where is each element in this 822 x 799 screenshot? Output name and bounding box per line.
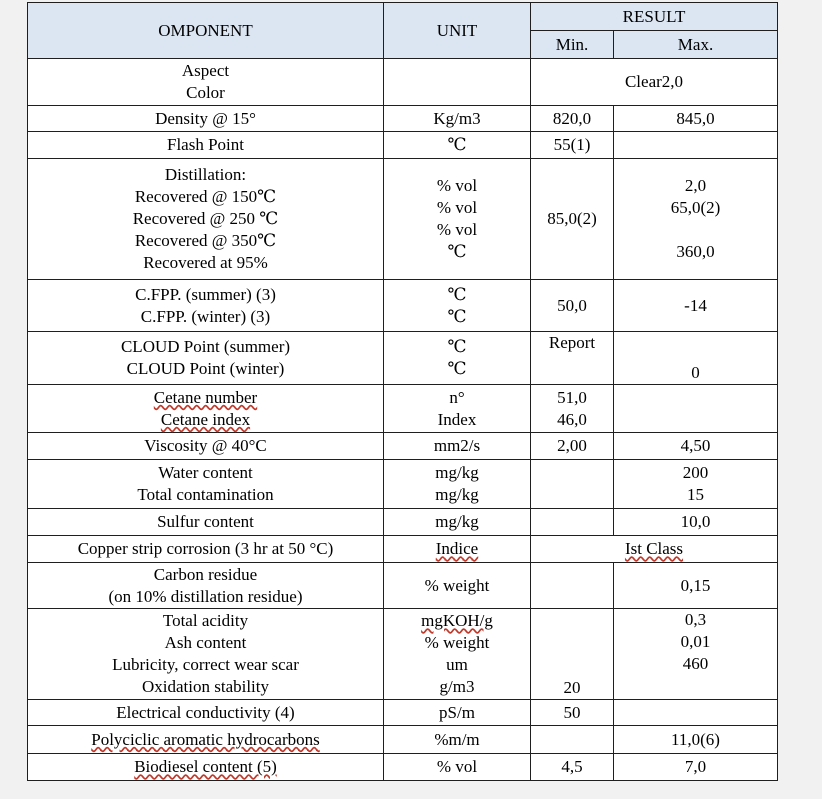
unit-cell: mm2/s [384, 433, 531, 460]
table-row [28, 385, 778, 433]
min-cell: 50 [531, 700, 614, 726]
component-cell: Distillation: Recovered @ 150℃ Recovered @ 250 ℃ Recovered @ 350℃ Recovered at 95% [28, 159, 384, 280]
min-cell: 55(1) [531, 132, 614, 159]
min-cell: 820,0 [531, 106, 614, 132]
max-header: Max. [614, 31, 778, 59]
unit-cell: Indice [384, 536, 531, 563]
max-cell: 4,50 [614, 433, 778, 460]
min-cell: Report [531, 332, 614, 385]
unit-cell: % vol % vol % vol ℃ [384, 159, 531, 280]
min-cell [531, 563, 614, 609]
component-cell: CLOUD Point (summer) CLOUD Point (winter) [28, 332, 384, 385]
min-cell: 20 [531, 609, 614, 700]
min-cell: 50,0 [531, 280, 614, 332]
table-row [28, 509, 778, 536]
unit-cell: Kg/m3 [384, 106, 531, 132]
unit-cell: ℃ ℃ [384, 332, 531, 385]
component-cell: Carbon residue (on 10% distillation residue) [28, 563, 384, 609]
unit-header: UNIT [384, 3, 531, 59]
component-cell: Sulfur content [28, 509, 384, 536]
min-cell [531, 509, 614, 536]
table-row [28, 332, 778, 385]
result-cell: Ist Class [531, 536, 778, 563]
header-row [28, 3, 778, 31]
unit-cell: mgKOH/g % weight um g/m3 [384, 609, 531, 700]
component-cell: Cetane number Cetane index [28, 385, 384, 433]
max-cell: 0 [614, 332, 778, 385]
min-cell: 2,00 [531, 433, 614, 460]
component-cell: Polyciclic aromatic hydrocarbons [28, 726, 384, 754]
table-row [28, 59, 778, 106]
unit-cell: % vol [384, 754, 531, 781]
table-row [28, 726, 778, 754]
max-cell [614, 700, 778, 726]
result-header: RESULT [531, 3, 778, 31]
max-cell: 7,0 [614, 754, 778, 781]
unit-cell: ℃ [384, 132, 531, 159]
table-row [28, 536, 778, 563]
component-cell: C.FPP. (summer) (3) C.FPP. (winter) (3) [28, 280, 384, 332]
max-cell: 2,0 65,0(2) 360,0 [614, 159, 778, 280]
unit-cell: mg/kg mg/kg [384, 460, 531, 509]
specification-table [27, 2, 778, 781]
table-row [28, 280, 778, 332]
min-cell: 85,0(2) [531, 159, 614, 280]
component-cell: Biodiesel content (5) [28, 754, 384, 781]
max-cell: 11,0(6) [614, 726, 778, 754]
unit-cell: pS/m [384, 700, 531, 726]
component-cell: Total acidity Ash content Lubricity, correct wear scar Oxidation stability [28, 609, 384, 700]
min-header: Min. [531, 31, 614, 59]
unit-cell: mg/kg [384, 509, 531, 536]
table-row [28, 700, 778, 726]
table-row [28, 609, 778, 700]
min-cell: 4,5 [531, 754, 614, 781]
component-cell: Electrical conductivity (4) [28, 700, 384, 726]
unit-cell: %m/m [384, 726, 531, 754]
min-cell [531, 726, 614, 754]
min-cell [531, 460, 614, 509]
table-row [28, 159, 778, 280]
min-cell: 51,0 46,0 [531, 385, 614, 433]
unit-cell: ℃ ℃ [384, 280, 531, 332]
max-cell: -14 [614, 280, 778, 332]
max-cell [614, 385, 778, 433]
component-header: OMPONENT [28, 3, 384, 59]
table-row [28, 132, 778, 159]
table-row [28, 433, 778, 460]
table-row [28, 106, 778, 132]
max-cell: 200 15 [614, 460, 778, 509]
max-cell: 10,0 [614, 509, 778, 536]
unit-cell: n° Index [384, 385, 531, 433]
component-cell: Density @ 15° [28, 106, 384, 132]
table-row [28, 460, 778, 509]
result-cell: Clear2,0 [531, 59, 778, 106]
max-cell: 0,15 [614, 563, 778, 609]
component-cell: Aspect Color [28, 59, 384, 106]
max-cell [614, 132, 778, 159]
component-cell: Copper strip corrosion (3 hr at 50 °C) [28, 536, 384, 563]
component-cell: Viscosity @ 40°C [28, 433, 384, 460]
unit-cell [384, 59, 531, 106]
component-cell: Flash Point [28, 132, 384, 159]
unit-cell: % weight [384, 563, 531, 609]
table-row [28, 754, 778, 781]
max-cell: 845,0 [614, 106, 778, 132]
component-cell: Water content Total contamination [28, 460, 384, 509]
max-cell: 0,3 0,01 460 [614, 609, 778, 700]
table-row [28, 563, 778, 609]
